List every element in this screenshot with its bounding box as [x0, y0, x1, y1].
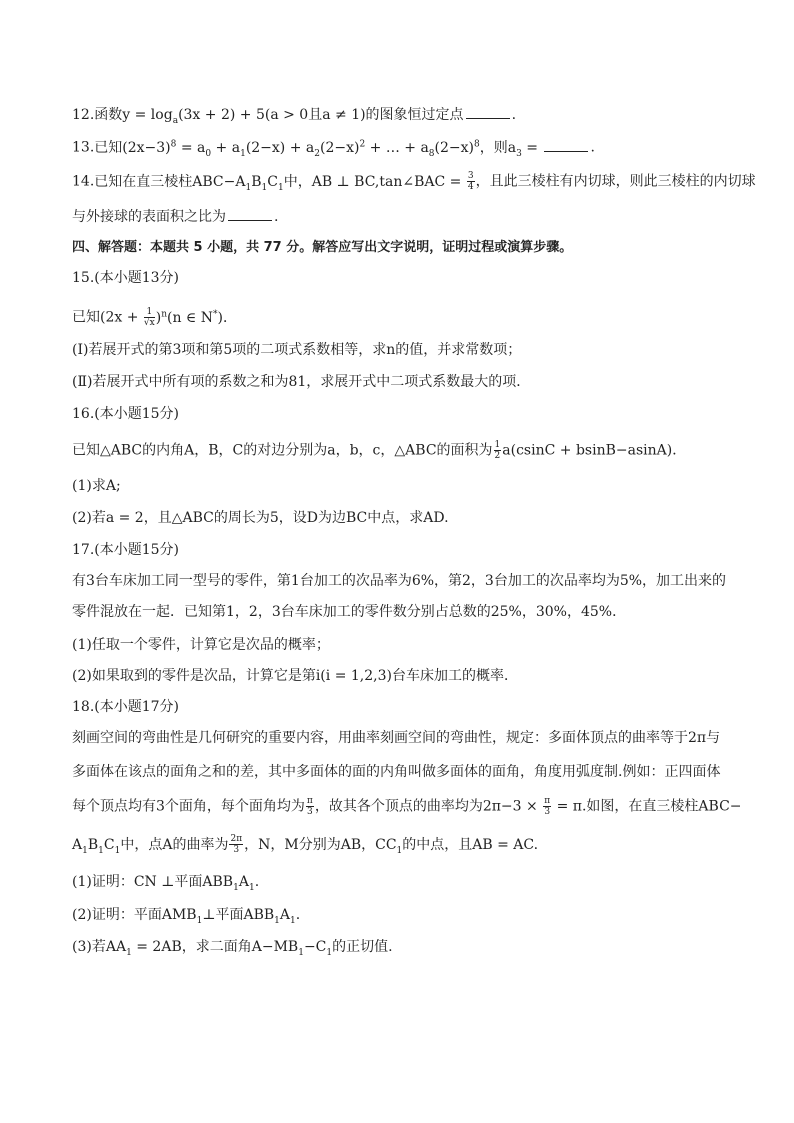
question-17-line1: 有3台车床加工同一型号的零件，第1台加工的次品率为6%，第2，3台加工的次品率均为5%，加工出来的: [72, 573, 727, 589]
question-15-stem: 已知(2x + $\frac{1}{√x}$ )$^n$(n ∈ N*)．: [72, 307, 237, 329]
question-13: 13.已知$(2x-3)^8 = a_0 + a_1(2-x) + a_2(2-x)^2$ + … + $a_8(2-x)^8$，则$a_3$ = .: [72, 134, 734, 163]
question-18-line1: 刻画空间的弯曲性是几何研究的重要内容，用曲率刻画空间的弯曲性，规定：多面体顶点的曲率等于2π与: [72, 730, 721, 746]
question-14-cont: 与外接球的表面积之比为 .: [72, 206, 734, 227]
question-18-line2: 多面体在该点的面角之和的差，其中多面体的面的内角叫做多面体的面角，角度用弧度制.例如：正四面体: [72, 764, 721, 780]
question-15-part2: (Ⅱ)若展开式中所有项的系数之和为81，求展开式中二项式系数最大的项．: [72, 374, 531, 390]
fraction: $\frac{\pi}{3}$: [544, 796, 551, 817]
fraction: $\frac{3}{4}$: [467, 171, 474, 192]
fraction: $\frac{2\pi}{3}$: [230, 834, 243, 855]
fraction: $\frac{1}{2}$: [494, 440, 501, 461]
answer-blank: [228, 206, 272, 221]
question-18-line3: 每个顶点均有3个面角，每个面角均为 $\frac{\pi}{3}$ ，故其各个顶点的曲率均为2π−3 × $\frac{\pi}{3}$ = π.如图，在直三棱柱ABC−: [72, 796, 742, 817]
question-18-part1: (1)证明：CN ⊥平面$ABB_1A_1$.: [72, 874, 260, 893]
fraction: $\frac{\pi}{3}$: [306, 796, 313, 817]
section-heading: 四、解答题：本题共 5 小题，共 77 分。解答应写出文字说明，证明过程或演算步骤。: [72, 240, 573, 255]
question-17-line2: 零件混放在一起．已知第1，2，3台车床加工的零件数分别占总数的25%，30%，45%．: [72, 604, 627, 620]
question-14: 14.已知在直三棱柱$ABC-A_1B_1C_1$中，AB ⊥ BC,tan∠BAC = $\frac{3}{4}$ ，且此三棱柱有内切球，则此三棱柱的内切球: [72, 171, 756, 193]
question-18-line4: $A_1B_1C_1$中，点A的曲率为 $\frac{2\pi}{3}$ ，N，M分别为AB，$CC_1$的中点，且AB = AC.: [72, 834, 539, 856]
question-18-part3: (3)若$AA_1 = 2AB$，求二面角$A-MB_1-C_1$的正切值.: [72, 939, 393, 958]
question-17-part2: (2)如果取到的零件是次品，计算它是第i(i = 1,2,3)台车床加工的概率．: [72, 668, 518, 684]
question-12: 12.函数$y = \log_a(3x + 2) + 5(a > 0$且a ≠ 1)的图象恒过定点 .: [72, 104, 734, 131]
question-16-stem: 已知△ABC的内角A，B，C的对边分别为a，b，c，△ABC的面积为 $\frac{1}{2}$ a(csinC + bsinB−asinA)．: [72, 440, 687, 461]
question-18-part2: (2)证明：平面$AMB_1\perp$平面$ABB_1A_1$.: [72, 907, 301, 926]
question-17-part1: (1)任取一个零件，计算它是次品的概率；: [72, 637, 330, 653]
answer-blank: [466, 104, 510, 119]
question-15-header: 15.(本小题13分): [72, 270, 180, 286]
question-16-part2: (2)若a = 2，且△ABC的周长为5，设D为边BC中点，求AD.: [72, 510, 449, 526]
answer-blank: [544, 137, 588, 152]
fraction: $\frac{1}{√x}$: [143, 307, 155, 329]
question-18-header: 18.(本小题17分): [72, 699, 180, 715]
question-15-part1: (Ⅰ)若展开式的第3项和第5项的二项式系数相等，求n的值，并求常数项；: [72, 342, 522, 358]
question-16-part1: (1)求A;: [72, 478, 121, 494]
question-16-header: 16.(本小题15分): [72, 406, 180, 422]
question-17-header: 17.(本小题15分): [72, 542, 180, 558]
